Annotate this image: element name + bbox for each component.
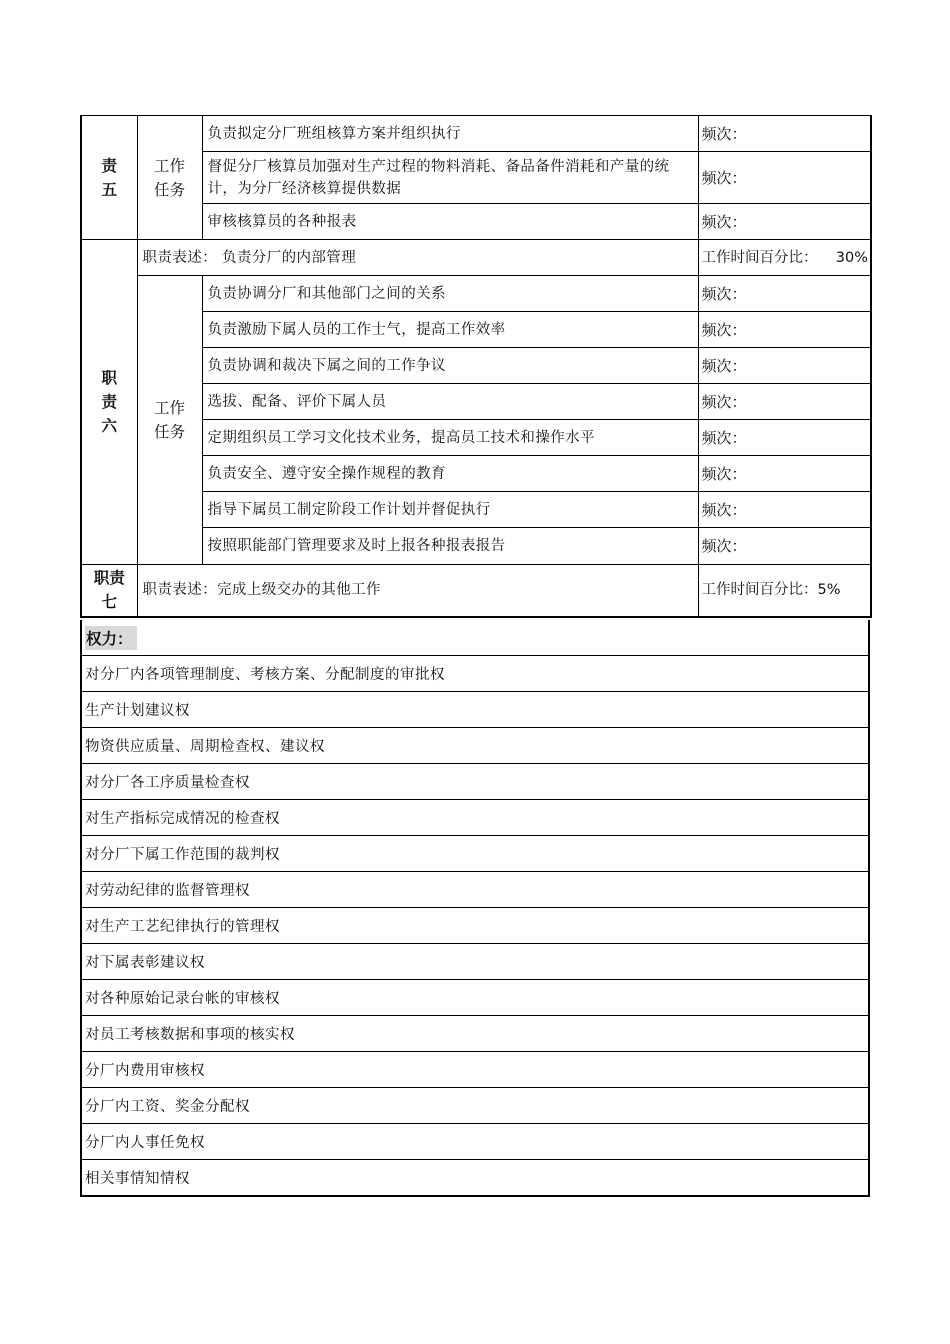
duty5-task-text: 负责拟定分厂班组核算方案并组织执行	[202, 116, 698, 152]
duty6-time-percentage-label: 工作时间百分比：	[701, 249, 818, 266]
duty6-task-frequency: 频次：	[698, 420, 871, 456]
power-row	[81, 764, 869, 800]
power-row	[81, 1052, 869, 1088]
power-row	[81, 656, 869, 692]
duty6-description: 职责表述： 负责分厂的内部管理	[137, 240, 698, 276]
powers-heading-row	[81, 620, 869, 656]
power-item: 对分厂各工序质量检查权	[81, 764, 869, 800]
powers-title: 权力：	[85, 626, 137, 650]
power-row	[81, 1124, 869, 1160]
power-row	[81, 944, 869, 980]
duty6-task-text: 负责激励下属人员的工作士气，提高工作效率	[202, 312, 698, 348]
duty6-task-text: 负责协调和裁决下属之间的工作争议	[202, 348, 698, 384]
power-item: 生产计划建议权	[81, 692, 869, 728]
power-item: 物资供应质量、周期检查权、建议权	[81, 728, 869, 764]
duty6-task-frequency: 频次：	[698, 312, 871, 348]
duty7-label: 职责 七	[81, 565, 137, 617]
duty7-description: 职责表述：完成上级交办的其他工作	[137, 565, 698, 617]
power-item: 分厂内费用审核权	[81, 1052, 869, 1088]
power-row	[81, 692, 869, 728]
duty6-time-percentage	[698, 240, 871, 276]
duty6-task-text: 指导下属员工制定阶段工作计划并督促执行	[202, 492, 698, 528]
power-item: 分厂内人事任免权	[81, 1124, 869, 1160]
power-row	[81, 728, 869, 764]
duty6-task-frequency: 频次：	[698, 384, 871, 420]
power-item: 对生产指标完成情况的检查权	[81, 800, 869, 836]
duty6-task-frequency: 频次：	[698, 456, 871, 492]
power-item: 对劳动纪律的监督管理权	[81, 872, 869, 908]
power-row	[81, 872, 869, 908]
duty6-task-text: 选拔、配备、评价下属人员	[202, 384, 698, 420]
duty6-time-percentage-value: 30%	[835, 249, 868, 266]
duty6-task-frequency: 频次：	[698, 492, 871, 528]
duty5-task-text: 审核核算员的各种报表	[202, 204, 698, 240]
power-row	[81, 836, 869, 872]
duty6-task-text: 定期组织员工学习文化技术业务，提高员工技术和操作水平	[202, 420, 698, 456]
duty5-task-text: 督促分厂核算员加强对生产过程的物料消耗、备品备件消耗和产量的统计，为分厂经济核算提供数据	[202, 152, 698, 204]
duty6-task-row	[81, 276, 871, 312]
power-row	[81, 1088, 869, 1124]
power-row	[81, 908, 869, 944]
duty6-task-text: 负责安全、遵守安全操作规程的教育	[202, 456, 698, 492]
duty5-task-row	[81, 116, 871, 152]
power-row	[81, 980, 869, 1016]
duty6-label: 职 责 六	[81, 240, 137, 565]
duty5-task-heading: 工作 任务	[137, 116, 202, 240]
power-row	[81, 1016, 869, 1052]
duty6-task-frequency: 频次：	[698, 348, 871, 384]
power-item: 对分厂内各项管理制度、考核方案、分配制度的审批权	[81, 656, 869, 692]
duty6-description-row	[81, 240, 871, 276]
powers-table	[80, 620, 870, 1197]
power-item: 对分厂下属工作范围的裁判权	[81, 836, 869, 872]
power-item: 分厂内工资、奖金分配权	[81, 1088, 869, 1124]
duties-table	[80, 115, 872, 618]
duty6-task-text: 负责协调分厂和其他部门之间的关系	[202, 276, 698, 312]
duty7-row	[81, 565, 871, 617]
power-row	[81, 1160, 869, 1197]
duty5-task-frequency: 频次：	[698, 204, 871, 240]
power-item: 对生产工艺纪律执行的管理权	[81, 908, 869, 944]
power-item: 对各种原始记录台帐的审核权	[81, 980, 869, 1016]
power-item: 对下属表彰建议权	[81, 944, 869, 980]
duty6-task-text: 按照职能部门管理要求及时上报各种报表报告	[202, 528, 698, 565]
duty5-task-frequency: 频次：	[698, 152, 871, 204]
duty6-task-frequency: 频次：	[698, 528, 871, 565]
duty5-task-frequency: 频次：	[698, 116, 871, 152]
powers-heading-cell	[81, 620, 869, 656]
duty5-label: 责 五	[81, 116, 137, 240]
duty7-time-percentage: 工作时间百分比：5%	[698, 565, 871, 617]
power-item: 相关事情知情权	[81, 1160, 869, 1197]
duty6-task-heading: 工作 任务	[137, 276, 202, 565]
duty6-task-frequency: 频次：	[698, 276, 871, 312]
power-row	[81, 800, 869, 836]
power-item: 对员工考核数据和事项的核实权	[81, 1016, 869, 1052]
